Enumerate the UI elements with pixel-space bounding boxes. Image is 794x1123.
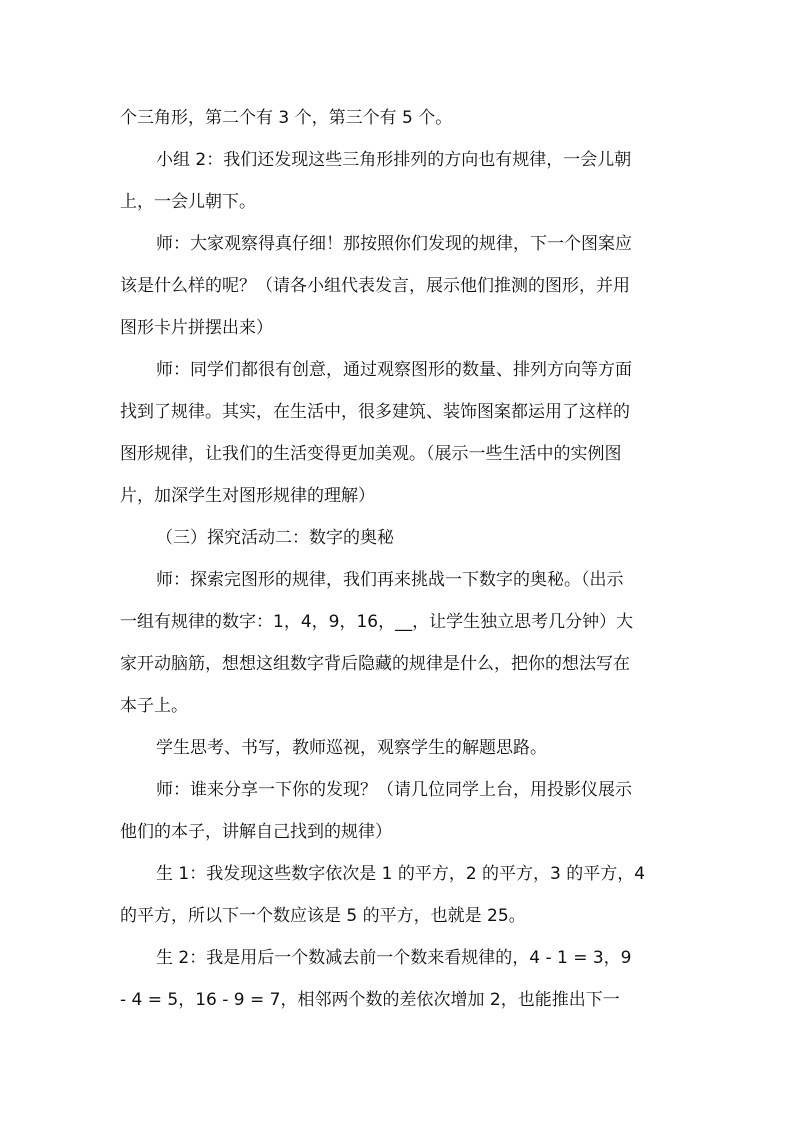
text-line: 家开动脑筋，想想这组数字背后隐藏的规律是什么，把你的想法写在 <box>120 654 630 674</box>
text-line: 个三角形，第二个有 3 个，第三个有 5 个。 <box>120 108 453 128</box>
text-line: 师：同学们都很有创意，通过观察图形的数量、排列方向等方面 <box>156 360 632 380</box>
text-line: 找到了规律。其实，在生活中，很多建筑、装饰图案都运用了这样的 <box>120 402 630 422</box>
text-line: 图形卡片拼摆出来） <box>120 318 273 338</box>
text-line: 一组有规律的数字：1，4，9，16，__，让学生独立思考几分钟）大 <box>120 612 634 632</box>
section-heading: （三）探究活动二：数字的奥秘 <box>156 528 394 548</box>
text-line: 小组 2：我们还发现这些三角形排列的方向也有规律，一会儿朝 <box>156 150 632 170</box>
text-line: 师：大家观察得真仔细！那按照你们发现的规律，下一个图案应 <box>156 234 632 254</box>
text-line: 该是什么样的呢？（请各小组代表发言，展示他们推测的图形，并用 <box>120 276 630 296</box>
text-line: 上，一会儿朝下。 <box>120 192 256 212</box>
text-line: 师：探索完图形的规律，我们再来挑战一下数字的奥秘。（出示 <box>156 570 624 590</box>
text-line: 学生思考、书写，教师巡视，观察学生的解题思路。 <box>156 738 547 758</box>
text-line: - 4 = 5，16 - 9 = 7，相邻两个数的差依次增加 2，也能推出下一 <box>120 990 620 1010</box>
text-line: 生 1：我发现这些数字依次是 1 的平方，2 的平方，3 的平方，4 <box>156 864 646 884</box>
text-line: 图形规律，让我们的生活变得更加美观。（展示一些生活中的实例图 <box>120 444 622 464</box>
text-line: 他们的本子，讲解自己找到的规律） <box>120 822 392 842</box>
text-line: 生 2：我是用后一个数减去前一个数来看规律的，4 - 1 = 3，9 <box>156 948 632 968</box>
text-line: 片，加深学生对图形规律的理解） <box>120 486 375 506</box>
text-line: 师：谁来分享一下你的发现？（请几位同学上台，用投影仪展示 <box>156 780 632 800</box>
text-line: 的平方，所以下一个数应该是 5 的平方，也就是 25。 <box>120 906 526 926</box>
text-line: 本子上。 <box>120 696 188 716</box>
